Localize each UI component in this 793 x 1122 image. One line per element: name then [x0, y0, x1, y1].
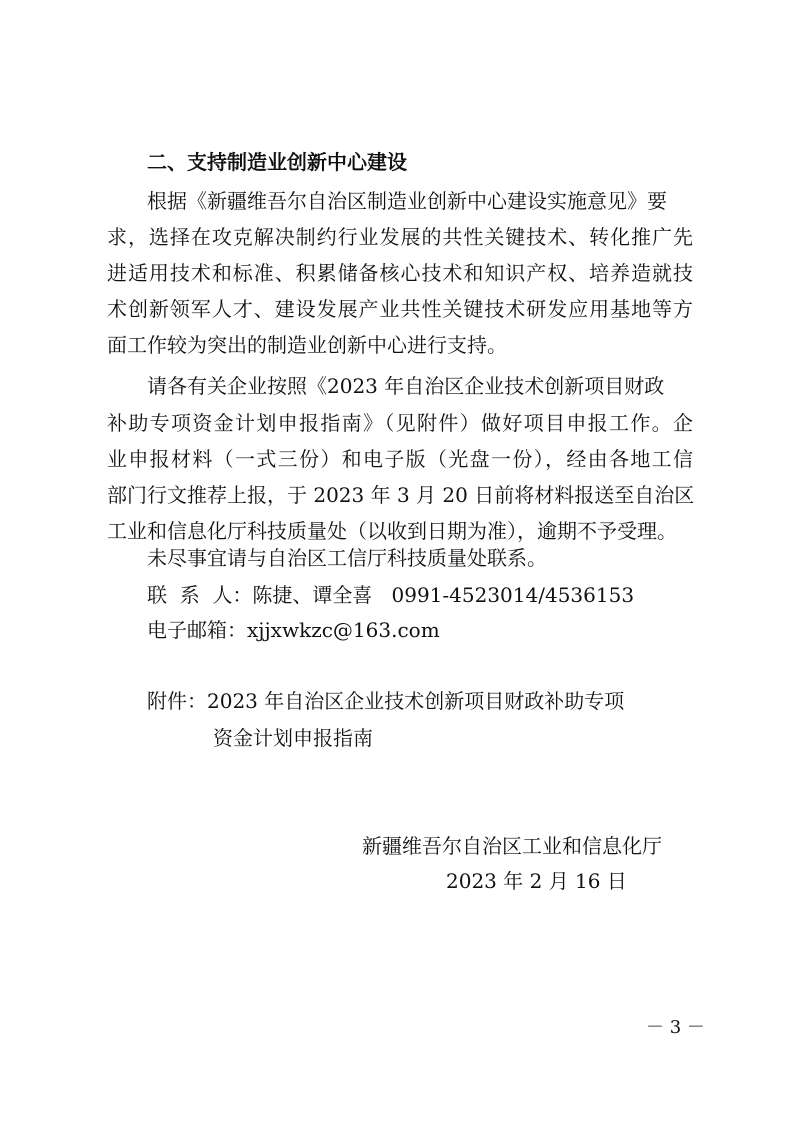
paragraph-line: 术创新领军人才、建设发展产业共性关键技术研发应用基地等方	[107, 297, 693, 321]
signature-date: 2023 年 2 月 16 日	[446, 869, 627, 893]
paragraph-line: 面工作较为突出的制造业创新中心进行支持。	[107, 333, 507, 357]
paragraph-line: 根据《新疆维吾尔自治区制造业创新中心建设实施意见》要	[147, 189, 667, 213]
contact-person: 联 系 人：陈捷、谭全喜 0991-4523014/4536153	[147, 583, 635, 607]
paragraph-line: 工业和信息化厅科技质量处（以收到日期为准），逾期不予受理。	[107, 519, 677, 543]
paragraph-line: 请各有关企业按照《2023 年自治区企业技术创新项目财政	[147, 374, 665, 398]
paragraph-line: 未尽事宜请与自治区工信厅科技质量处联系。	[147, 546, 547, 570]
page-number: － 3 －	[646, 1017, 705, 1038]
paragraph-line: 求，选择在攻克解决制约行业发展的共性关键技术、转化推广先	[107, 225, 693, 249]
contact-email: 电子邮箱：xjjxwkzc@163.com	[147, 618, 440, 642]
paragraph-line: 部门行文推荐上报，于 2023 年 3 月 20 日前将材料报送至自治区	[107, 483, 695, 507]
attachment-line: 附件：2023 年自治区企业技术创新项目财政补助专项	[147, 689, 625, 713]
signature-org: 新疆维吾尔自治区工业和信息化厅	[362, 834, 662, 858]
section-heading: 二、支持制造业创新中心建设	[147, 150, 407, 174]
paragraph-line: 业申报材料（一式三份）和电子版（光盘一份），经由各地工信	[107, 447, 693, 471]
paragraph-line: 补助专项资金计划申报指南》（见附件）做好项目申报工作。企	[107, 411, 693, 435]
attachment-line: 资金计划申报指南	[213, 726, 373, 750]
paragraph-line: 进适用技术和标准、积累储备核心技术和知识产权、培养造就技	[107, 261, 693, 285]
